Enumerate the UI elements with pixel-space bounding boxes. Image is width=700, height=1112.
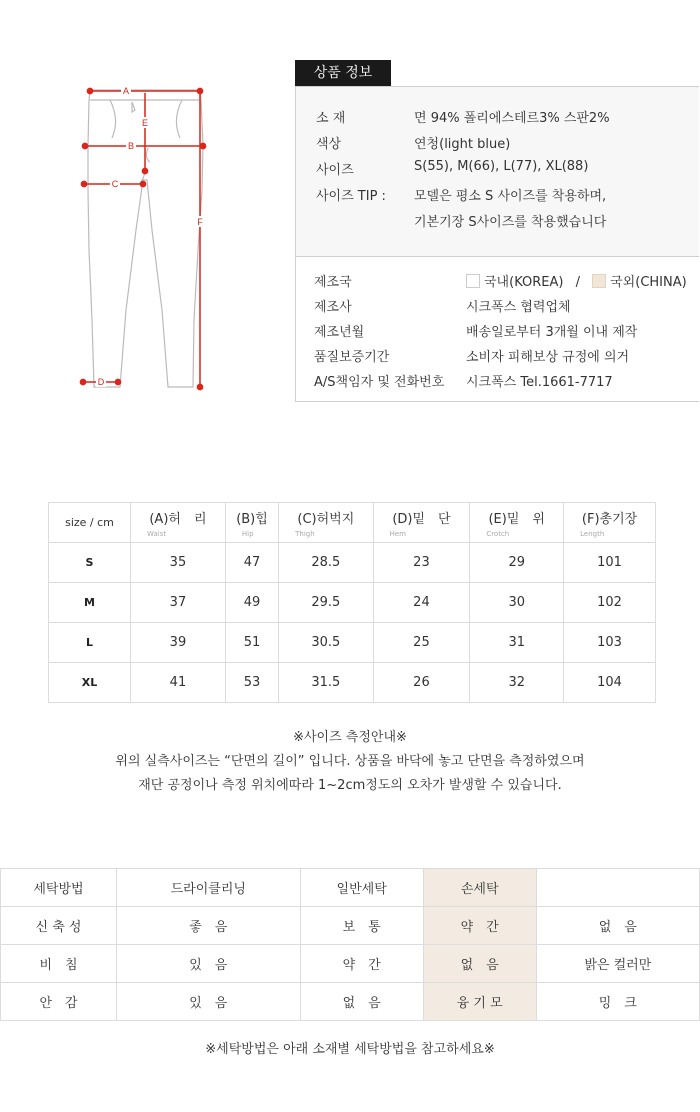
material-label: 소 재 [316, 111, 346, 126]
value-cell: 30 [470, 583, 564, 623]
product-info-upper [296, 87, 699, 257]
size-cell: S [49, 543, 131, 583]
care-table [0, 868, 700, 1021]
care-cell-selected: 융 기 모 [423, 983, 536, 1021]
notes-title: ※사이즈 측정안내※ [293, 730, 407, 745]
size-table [48, 502, 656, 703]
value-cell: 32 [470, 663, 564, 703]
value-cell: 103 [564, 623, 656, 663]
care-cell-selected: 없 음 [423, 945, 536, 983]
size-value: S(55), M(66), L(77), XL(88) [414, 159, 589, 174]
domestic-checkbox [466, 274, 480, 288]
care-cell-selected: 약 간 [423, 907, 536, 945]
product-info-box [295, 86, 699, 402]
warranty-value: 소비자 피해보상 규정에 의거 [466, 350, 630, 365]
care-cell: 약 간 [300, 945, 423, 983]
value-cell: 23 [373, 543, 470, 583]
care-cell: 좋 음 [117, 907, 301, 945]
care-label: 비 침 [1, 945, 117, 983]
care-cell: 보 통 [300, 907, 423, 945]
maker-label: 제조사 [314, 300, 352, 315]
size-table-header-row [49, 503, 656, 543]
size-label: 사이즈 [316, 163, 354, 178]
size-measurement-notes [0, 726, 700, 798]
as-contact-label: A/S책임자 및 전화번호 [314, 375, 445, 390]
value-cell: 51 [225, 623, 278, 663]
size-header-waist: (A)허 리 Waist [131, 503, 226, 543]
value-cell: 25 [373, 623, 470, 663]
care-cell: 일반세탁 [300, 869, 423, 907]
diagram-label-b: B [127, 141, 135, 151]
value-cell: 37 [131, 583, 226, 623]
care-cell: 있 음 [117, 983, 301, 1021]
size-cell: L [49, 623, 131, 663]
value-cell: 26 [373, 663, 470, 703]
care-cell-selected: 손세탁 [423, 869, 536, 907]
notes-line: 재단 공정이나 측정 위치에따라 1~2cm정도의 오차가 발생할 수 있습니다. [138, 778, 562, 793]
size-header-thigh: (C)허벅지 Thigh [279, 503, 373, 543]
origin-separator: / [575, 275, 580, 290]
size-header-length: (F)총기장 Length [564, 503, 656, 543]
care-label: 세탁방법 [1, 869, 117, 907]
origin-domestic: 국내(KOREA) [484, 275, 564, 290]
maker-value: 시크폭스 협력업체 [466, 300, 571, 315]
foreign-checkbox [592, 274, 606, 288]
value-cell: 47 [225, 543, 278, 583]
color-value: 연청(light blue) [414, 137, 511, 152]
value-cell: 31 [470, 623, 564, 663]
pants-size-diagram [70, 80, 220, 400]
origin-label: 제조국 [314, 275, 352, 290]
value-cell: 102 [564, 583, 656, 623]
value-cell: 101 [564, 543, 656, 583]
size-tip-line2: 기본기장 S사이즈를 착용했습니다 [414, 215, 607, 230]
care-cell: 있 음 [117, 945, 301, 983]
product-info-title: 상품 정보 [295, 60, 391, 86]
as-contact-value: 시크폭스 Tel.1661-7717 [466, 375, 613, 390]
material-value: 면 94% 폴리에스테르3% 스판2% [414, 111, 610, 126]
size-header-hip: (B)힙 Hip [225, 503, 278, 543]
size-header-hem: (D)밑 단 Hem [373, 503, 470, 543]
diagram-label-e: E [141, 118, 149, 128]
color-label: 색상 [316, 137, 342, 152]
care-row-lining [1, 983, 700, 1021]
value-cell: 104 [564, 663, 656, 703]
diagram-label-a: A [122, 86, 130, 96]
size-tip-line1: 모델은 평소 S 사이즈를 착용하며, [414, 189, 607, 204]
table-row [49, 583, 656, 623]
size-cell: M [49, 583, 131, 623]
value-cell: 28.5 [279, 543, 373, 583]
care-cell: 없 음 [536, 907, 699, 945]
notes-line: 위의 실측사이즈는 “단면의 길이” 입니다. 상품을 바닥에 놓고 단면을 측정하였으며 [115, 754, 585, 769]
value-cell: 30.5 [279, 623, 373, 663]
origin-foreign: 국외(CHINA) [610, 275, 687, 290]
value-cell: 49 [225, 583, 278, 623]
care-cell: 드라이클리닝 [117, 869, 301, 907]
table-row [49, 623, 656, 663]
care-row-wash [1, 869, 700, 907]
value-cell: 53 [225, 663, 278, 703]
origin-value [466, 271, 687, 290]
value-cell: 31.5 [279, 663, 373, 703]
size-tip-label: 사이즈 TIP : [316, 189, 386, 204]
size-header-crotch: (E)밑 위 Crotch [470, 503, 564, 543]
care-cell [536, 869, 699, 907]
value-cell: 24 [373, 583, 470, 623]
diagram-label-c: C [111, 179, 119, 189]
value-cell: 29.5 [279, 583, 373, 623]
care-row-stretch [1, 907, 700, 945]
value-cell: 41 [131, 663, 226, 703]
size-table-corner: size / cm [49, 503, 131, 543]
value-cell: 29 [470, 543, 564, 583]
care-footer-note: ※세탁방법은 아래 소재별 세탁방법을 참고하세요※ [205, 1042, 495, 1057]
care-row-sheer [1, 945, 700, 983]
manufacture-date-label: 제조년월 [314, 325, 365, 340]
care-label: 신 축 성 [1, 907, 117, 945]
table-row [49, 543, 656, 583]
care-label: 안 감 [1, 983, 117, 1021]
care-cell: 없 음 [300, 983, 423, 1021]
size-cell: XL [49, 663, 131, 703]
care-cell: 밍 크 [536, 983, 699, 1021]
care-cell: 밝은 컬러만 [536, 945, 699, 983]
value-cell: 35 [131, 543, 226, 583]
diagram-label-f: F [197, 217, 203, 227]
warranty-label: 품질보증기간 [314, 350, 390, 365]
manufacture-date-value: 배송일로부터 3개월 이내 제작 [466, 325, 638, 340]
table-row [49, 663, 656, 703]
diagram-label-d: D [97, 377, 105, 387]
value-cell: 39 [131, 623, 226, 663]
